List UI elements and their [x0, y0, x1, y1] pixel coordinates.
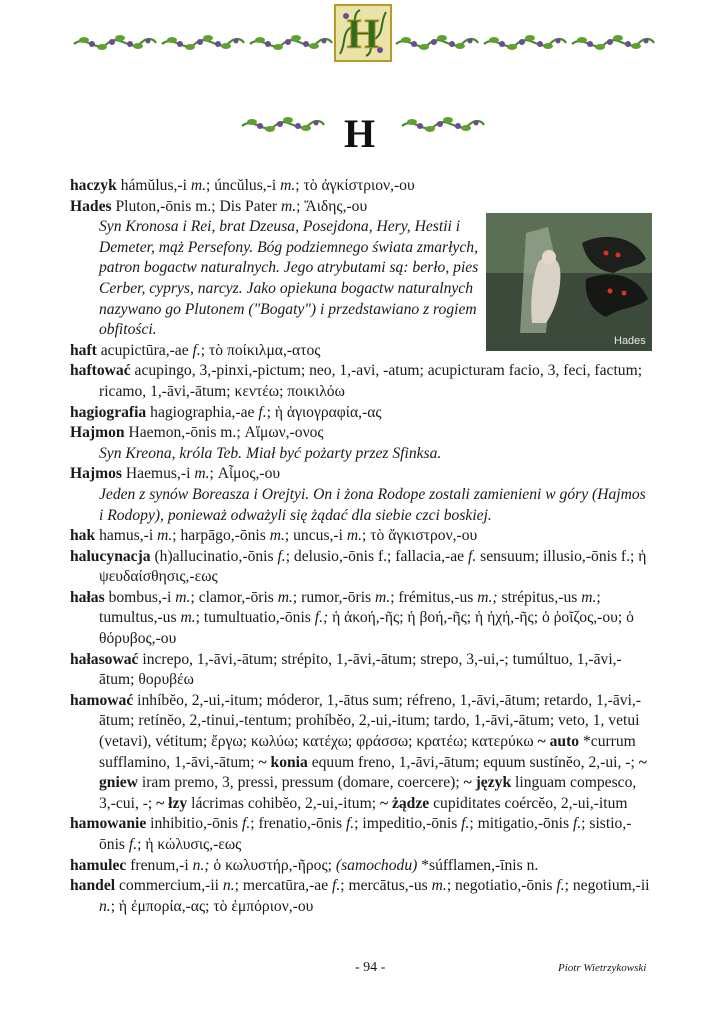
translation-text: hámŭlus,-i: [120, 177, 191, 194]
headword: halucynacja: [70, 547, 151, 565]
translation-text: inhibitio,-ōnis: [150, 815, 242, 833]
grammar-tag: (samochodu): [335, 856, 418, 874]
headword: hamowanie: [70, 815, 147, 833]
bold-phrase: ~ język: [463, 774, 512, 792]
translation-text: ; frémitus,-us: [390, 588, 478, 606]
translation-text: bombus,-i: [108, 588, 176, 606]
grammar-tag: n.: [99, 897, 111, 915]
translation-text: frenum,-i: [130, 856, 193, 874]
grammar-tag: f.: [345, 815, 355, 833]
translation-text: sensuum; illusio,-ōnis f.; ἡ ψευδαίσθησις,-εως: [99, 547, 647, 586]
dictionary-entries: [70, 176, 652, 917]
entry-body: [121, 177, 415, 194]
entry: [70, 856, 652, 877]
grammar-tag: f.: [556, 877, 565, 895]
section-heading: [0, 104, 724, 154]
translation-text: hagiographia,-ae: [150, 403, 259, 421]
entry: [70, 691, 652, 815]
grammar-tag: m.: [157, 527, 173, 545]
grammar-tag: n.;: [192, 856, 210, 874]
grammar-tag: f.: [332, 877, 341, 895]
entry-body: [99, 548, 646, 586]
entry-body: [150, 404, 381, 421]
headword: hałasować: [70, 650, 139, 668]
headword: Hades: [70, 197, 112, 215]
translation-text: strépitus,-us: [497, 588, 582, 606]
bold-phrase: ~ auto: [537, 733, 580, 751]
grammar-tag: f.: [461, 815, 470, 833]
entry-body: [99, 651, 622, 689]
translation-text: ; harpāgo,-ōnis: [172, 527, 270, 545]
translation-text: increpo, 1,-āvi,-ātum; strépito, 1,-āvi,-ātum; strepo, 3,-ui,-; tumúltuo, 1,-āvi,-ātum; θορυβέω: [99, 650, 622, 689]
translation-text: ; frenatio,-ōnis: [250, 815, 346, 833]
entry-description: Syn Kronosa i Rei, brat Dzeusa, Posejdona, Hery, Hestii i Demeter, mąż Persefony. Bóg podziemnego świata zmarłych, patron bogactw naturalnych. Jego atrybutami są: berło, pies Cerber, cyprys, narcyz. Jako opiekuna bogactw naturalnych nazywano go Plutonem ("Bogaty") i przedstawiano z rogiem obfitości.: [99, 218, 479, 339]
translation-text: ; negotiatio,-ōnis: [446, 877, 557, 895]
entry-body: [99, 527, 477, 544]
entry-body: [130, 857, 538, 874]
entry-description: Syn Kreona, króla Teb. Miał być pożarty przez Sfinksa.: [99, 444, 442, 462]
entry: [70, 650, 652, 691]
translation-text: *currum sufflamino, 1,-āvi,-ātum;: [99, 733, 636, 771]
translation-text: commercium,-ii: [118, 877, 223, 895]
grammar-tag: m.: [269, 527, 285, 545]
entry-description: Jeden z synów Boreasza i Orejtyi. On i żona Rodope zostali zamienieni w góry (Hajmos i Rodopy), ponieważ odważyli się żądać dla siebie czci boskiej.: [99, 485, 646, 524]
entry-body: [99, 589, 634, 647]
translation-text: acupingo, 3,-pinxi,-pictum; neo, 1,-avi, -atum; acupicturam facio, 3, feci, factum; ricamo, 1,-āvi,-ātum; κεντέω; ποικιλόω: [99, 362, 643, 400]
translation-text: iram premo, 3, pressi, pressum (domare, coercere);: [137, 774, 464, 792]
grammar-tag: m.: [277, 588, 293, 606]
grammar-tag: m.: [190, 177, 207, 194]
grammar-tag: m.: [194, 465, 210, 483]
translation-text: inhíbĕo, 2,-ui,-itum; móderor, 1,-ātus sum; réfreno, 1,-āvi,-ātum; retardo, 1,-āvi,-ātum; retínĕo, 2,-tinui,-tentum; prohíbĕo, 2,-ui,-itum; tardo, 1,-āvi,-ātum; veto, 1, vetui (vetavi), vétitum; ἔργω; κωλύω; κατέχω; φράσσω; κρατέω; κατερύκω: [99, 691, 642, 751]
floral-vine-ornament: [570, 30, 656, 56]
translation-text: lácrimas cohibĕo, 2,-ui,-itum;: [187, 794, 380, 812]
bold-phrase: ~ żądze: [379, 794, 430, 812]
grammar-tag: m.: [180, 609, 196, 627]
grammar-tag: m.: [280, 177, 296, 194]
decorated-initial-letter: [334, 4, 392, 62]
author-name: Piotr Wietrzykowski: [558, 962, 647, 974]
page-number: - 94 -: [355, 960, 386, 975]
entry: [70, 423, 652, 444]
translation-text: ; rumor,-ōris: [292, 588, 376, 606]
translation-text: ; negotium,-ii: [564, 877, 650, 895]
translation-text: ; ἡ ἁγιογραφία,-ας: [266, 403, 382, 421]
entry: [70, 814, 652, 855]
entry: [70, 547, 652, 588]
entry: [70, 588, 652, 650]
headword: Hajmos: [70, 465, 122, 483]
translation-text: Pluton,-ōnis m.; Dis Pater: [115, 197, 281, 215]
translation-text: ; tumultuatio,-ōnis: [195, 609, 315, 627]
entry-body: [116, 198, 368, 215]
grammar-tag: f.: [277, 547, 286, 565]
translation-text: ἡ ἀκοή,-ῆς; ἡ βοή,-ῆς; ἡ ἠχή,-ῆς; ὁ ῥοῖζος,-ου; ὁ θόρυβος,-ου: [99, 609, 634, 648]
grammar-tag: m.: [175, 588, 191, 606]
translation-text: *súfflamen,-īnis n.: [417, 856, 539, 874]
entry-body: [128, 424, 323, 441]
entry-body: [99, 692, 647, 812]
translation-text: (h)allucinatio,-ōnis: [154, 547, 278, 565]
grammar-tag: m.: [581, 588, 597, 606]
hades-illustration: [486, 213, 652, 351]
translation-text: Haemus,-i: [125, 465, 195, 483]
translation-text: ; τὸ ἄγκιστρον,-ου: [362, 527, 478, 545]
headword: haczyk: [70, 177, 117, 194]
headword: Hajmon: [70, 424, 125, 442]
translation-text: linguam compesco, 3,-cui, -;: [99, 774, 637, 812]
grammar-tag: n.: [222, 877, 235, 895]
headword: hamulec: [70, 856, 127, 874]
translation-text: ; úncŭlus,-i: [206, 177, 281, 194]
translation-text: ; mercatūra,-ae: [234, 877, 333, 895]
translation-text: equum freno, 1,-āvi,-ātum; equum sustínĕo, 2,-ui, -;: [307, 753, 639, 771]
translation-text: ; uncus,-i: [284, 527, 347, 545]
translation-text: Haemon,-ōnis m.; Αἵμων,-ονος: [128, 424, 324, 442]
translation-text: acupictūra,-ae: [100, 341, 193, 359]
section-letter: H: [344, 111, 376, 156]
svg-text:H: H: [346, 12, 380, 58]
floral-vine-ornament: [400, 112, 486, 138]
translation-text: ; clamor,-ōris: [190, 588, 278, 606]
bold-phrase: ~ konia: [258, 753, 308, 771]
bold-phrase: ~ łzy: [156, 794, 188, 812]
translation-text: ; τὸ ἀγκίστριον,-ου: [295, 177, 415, 194]
entry-body: [99, 815, 631, 853]
grammar-tag: f.: [192, 341, 201, 359]
translation-text: ὁ κωλυστήρ,-ῆρος;: [209, 856, 336, 874]
entry-body: [126, 465, 280, 482]
headword: haft: [70, 341, 97, 359]
entry-body: [99, 362, 642, 400]
floral-vine-ornament: [482, 30, 568, 56]
grammar-tag: f.: [258, 403, 267, 421]
entry: [70, 361, 652, 402]
translation-text: ; Ἅιδης,-ου: [296, 197, 368, 215]
grammar-tag: f.: [128, 836, 138, 853]
entry-body: [101, 342, 321, 359]
entry: [70, 876, 652, 917]
floral-vine-ornament: [394, 30, 480, 56]
headword: haftować: [70, 362, 131, 380]
floral-vine-ornament: [248, 30, 334, 56]
image-caption: Hades: [614, 335, 646, 347]
grammar-tag: m.: [431, 877, 447, 895]
entry: [70, 526, 652, 547]
translation-text: ; delusio,-ōnis f.; fallacia,-ae: [285, 547, 468, 565]
grammar-tag: m.: [346, 527, 363, 545]
translation-text: ; τὸ ποίκιλμα,-ατος: [200, 341, 321, 359]
translation-text: ; mitigatio,-ōnis: [469, 815, 573, 833]
entry: [70, 403, 652, 424]
grammar-tag: f.: [468, 547, 477, 565]
translation-text: hamus,-i: [99, 527, 158, 545]
translation-text: ; impeditio,-ōnis: [354, 815, 462, 833]
translation-text: ; tumultus,-us: [99, 588, 601, 627]
floral-vine-ornament: [240, 112, 326, 138]
translation-text: ; ἡ ἐμπορία,-ας; τὸ ἐμπόριον,-ου: [110, 897, 314, 915]
headword: handel: [70, 877, 116, 895]
grammar-tag: m.: [280, 197, 297, 215]
headword: hamować: [70, 691, 134, 709]
entry: [70, 176, 652, 197]
headword: hak: [70, 527, 96, 545]
floral-vine-ornament: [160, 30, 246, 56]
translation-text: ; mercātus,-us: [340, 877, 432, 895]
entry-body: [99, 877, 650, 915]
translation-text: ; ἡ κώλυσις,-εως: [137, 836, 242, 853]
grammar-tag: f.: [572, 815, 582, 833]
bold-phrase: ~ gniew: [99, 753, 647, 792]
floral-vine-ornament: [72, 30, 158, 56]
grammar-tag: f.;: [314, 609, 329, 627]
grammar-tag: m.: [375, 588, 391, 606]
grammar-tag: f.: [242, 815, 251, 833]
grammar-tag: m.;: [477, 588, 498, 606]
translation-text: cupiditates coércĕo, 2,-ui,-itum: [429, 794, 628, 812]
entry: [70, 464, 652, 485]
translation-text: ; Αἷμος,-ου: [209, 465, 281, 483]
headword: hałas: [70, 588, 105, 606]
headword: hagiografia: [70, 403, 147, 421]
translation-text: ; sistio,-ōnis: [99, 815, 632, 853]
